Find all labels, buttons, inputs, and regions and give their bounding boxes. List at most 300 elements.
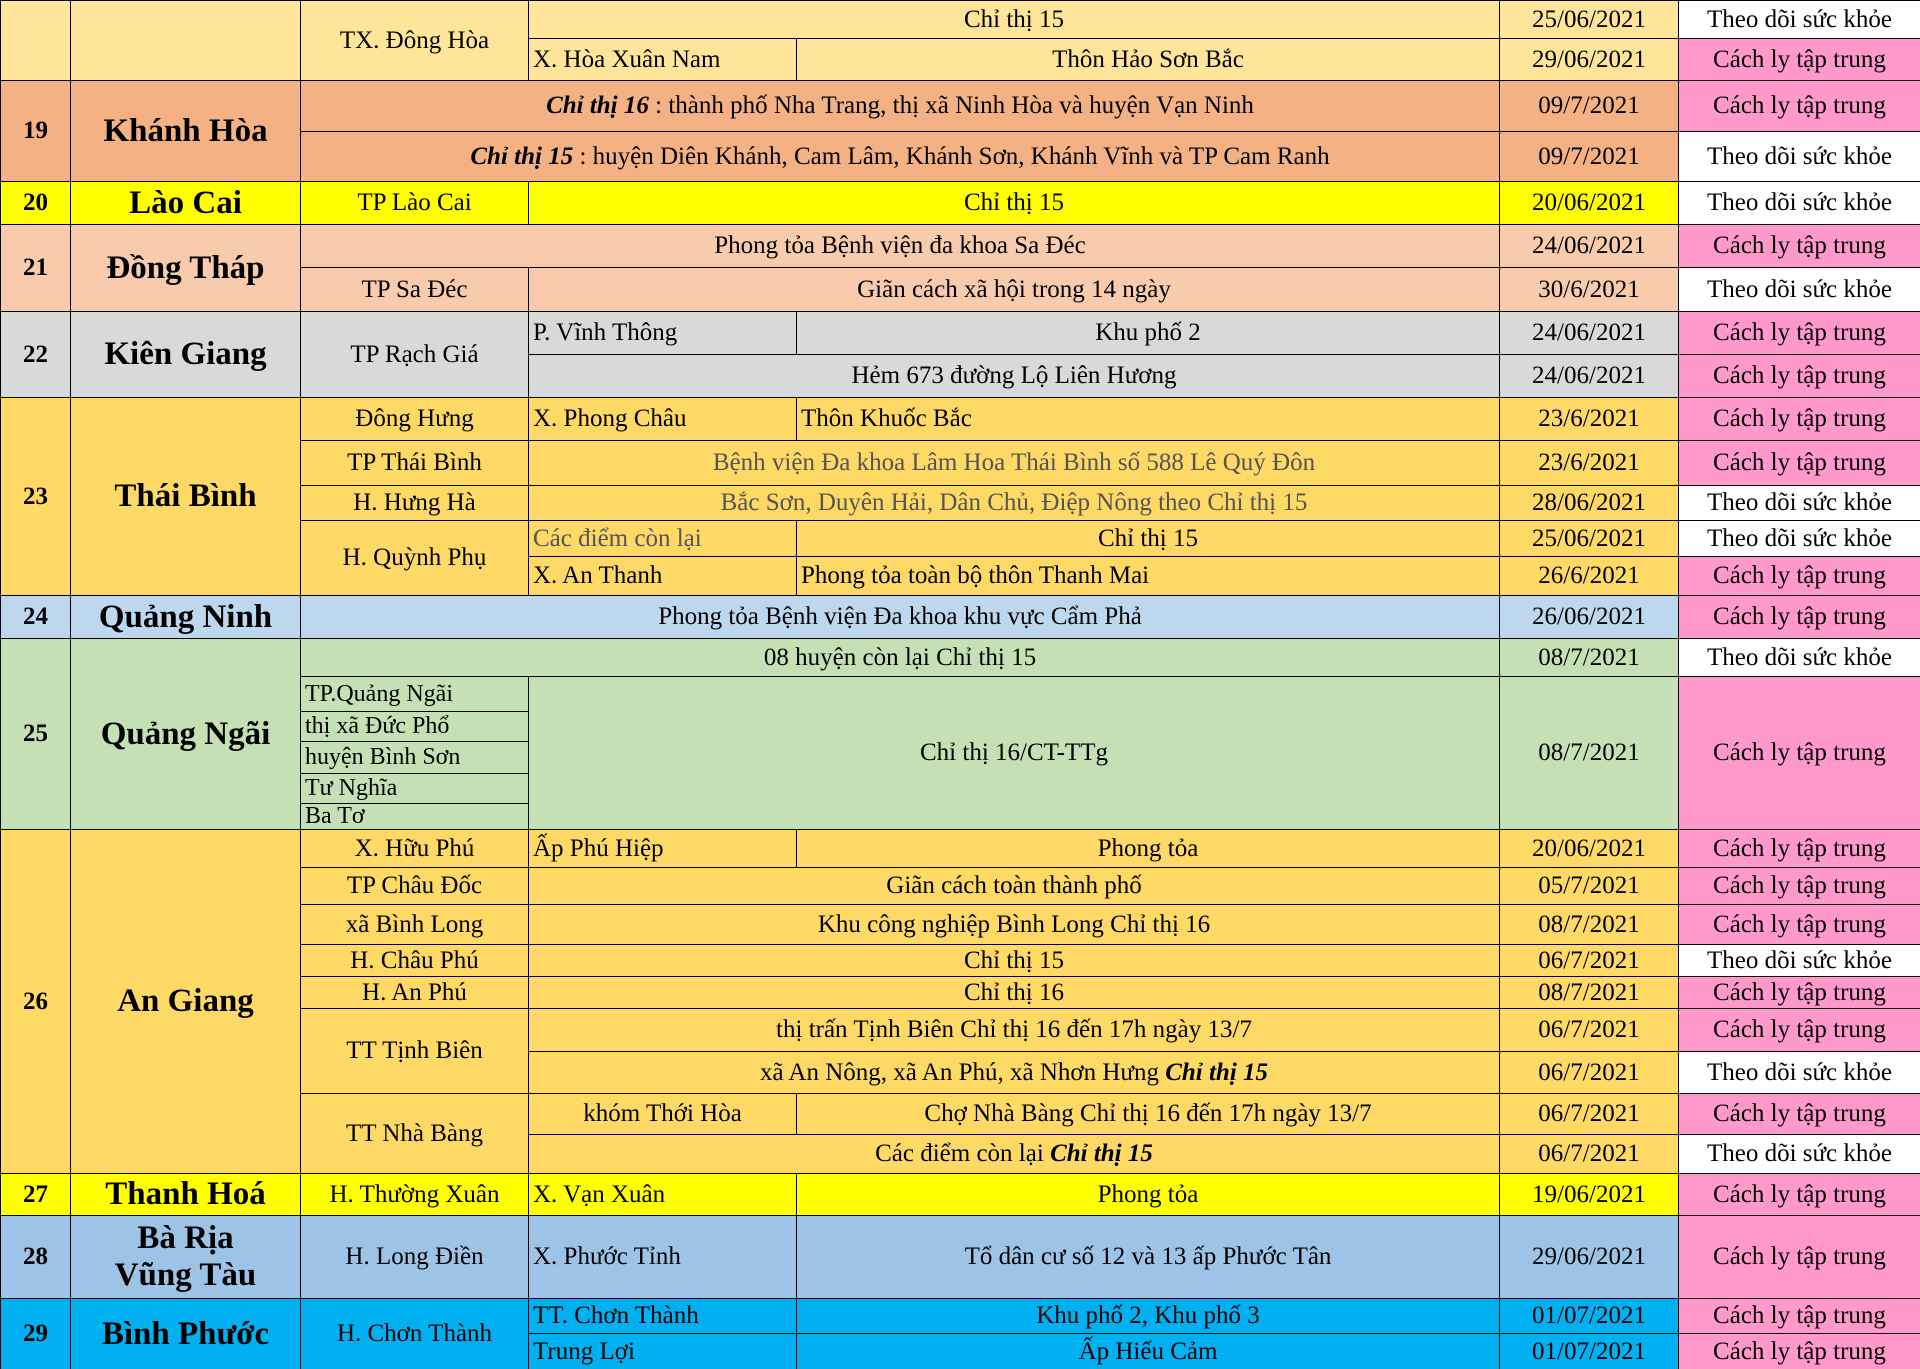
cell-text: P. Vĩnh Thông — [533, 319, 678, 346]
table-cell — [1678, 1008, 1920, 1052]
cell-text: 24 — [23, 603, 48, 630]
table-cell — [0, 1215, 71, 1299]
cell-text: X. Phước Tỉnh — [533, 1243, 681, 1270]
cell-text: Cách ly tập trung — [1713, 562, 1886, 589]
table-cell — [0, 595, 71, 639]
cell-text: TP Lào Cai — [357, 189, 472, 216]
cell-text: H. An Phú — [362, 978, 467, 1006]
table-cell — [1678, 976, 1920, 1009]
cell-text: Cách ly tập trung — [1713, 1016, 1886, 1043]
cell-text: X. Phong Châu — [533, 405, 687, 432]
table-cell — [1678, 829, 1920, 868]
cell-text: 19 — [23, 117, 48, 144]
table-cell — [1499, 638, 1679, 677]
cell-text: Chỉ thị 15 — [963, 189, 1064, 216]
table-cell — [796, 311, 1500, 355]
table-cell — [1499, 38, 1679, 81]
table-cell — [528, 38, 797, 81]
table-cell — [300, 485, 529, 521]
table-cell — [1678, 267, 1920, 312]
cell-text: 30/6/2021 — [1538, 275, 1640, 303]
table-cell — [796, 556, 1500, 596]
cell-text: Lào Cai — [129, 184, 242, 221]
table-cell — [528, 440, 1500, 486]
cell-text-lead: Các điểm còn lại — [875, 1140, 1051, 1167]
cell-text: Các điểm còn lại — [533, 524, 702, 552]
table-cell — [1678, 80, 1920, 132]
table-cell — [1678, 556, 1920, 596]
table-cell — [1499, 676, 1679, 830]
cell-text — [470, 143, 1329, 171]
table-cell — [796, 1298, 1500, 1334]
cell-text: Theo dõi sức khỏe — [1706, 524, 1893, 552]
table-cell — [528, 1134, 1500, 1174]
table-cell — [1678, 1215, 1920, 1299]
table-cell — [796, 829, 1500, 868]
table-cell — [1678, 1333, 1920, 1369]
table-cell — [1499, 867, 1679, 905]
table-cell — [300, 595, 1500, 639]
table-cell — [1678, 485, 1920, 521]
table-cell — [1499, 944, 1679, 977]
table-cell — [1499, 520, 1679, 557]
table-cell — [300, 1008, 529, 1094]
table-cell — [1499, 1173, 1679, 1216]
cell-text: Cách ly tập trung — [1713, 1302, 1886, 1329]
emphasis-text: Chỉ thị 15 — [1165, 1058, 1269, 1086]
cell-text: 29/06/2021 — [1532, 45, 1646, 73]
table-cell — [70, 1298, 301, 1369]
cell-text: 29 — [23, 1320, 48, 1347]
cell-text: 26/6/2021 — [1538, 562, 1640, 589]
table-cell — [0, 0, 71, 81]
table-cell — [300, 741, 529, 774]
cell-text: Cách ly tập trung — [1713, 449, 1886, 476]
table-cell — [300, 803, 529, 830]
cell-text: Cách ly tập trung — [1713, 1100, 1886, 1127]
table-cell — [1499, 976, 1679, 1009]
table-cell — [1678, 595, 1920, 639]
table-cell — [70, 1215, 301, 1299]
table-cell — [300, 1215, 529, 1299]
table-cell — [300, 1298, 529, 1369]
table-cell — [0, 1173, 71, 1216]
table-cell — [300, 397, 529, 441]
cell-text: 23/6/2021 — [1538, 449, 1640, 476]
table-cell — [300, 773, 529, 804]
cell-text: Theo dõi sức khỏe — [1706, 5, 1893, 33]
table-cell — [300, 181, 529, 225]
cell-text: Cách ly tập trung — [1713, 739, 1886, 766]
table-cell — [796, 1333, 1500, 1369]
cell-text: Theo dõi sức khỏe — [1706, 1058, 1893, 1086]
cell-text: 08 huyện còn lại Chỉ thị 15 — [763, 643, 1037, 671]
cell-text: 21 — [23, 254, 48, 281]
cell-text: 09/7/2021 — [1538, 142, 1640, 170]
cell-text: thị xã Đức Phổ — [305, 713, 450, 740]
table-cell — [1678, 397, 1920, 441]
emphasis-text: Chỉ thị 15 — [470, 142, 574, 170]
cell-text: 26/06/2021 — [1532, 603, 1646, 630]
table-cell — [528, 397, 797, 441]
cell-text: H. Châu Phú — [350, 946, 479, 974]
table-cell — [1499, 311, 1679, 355]
cell-text — [546, 92, 1254, 120]
cell-text: Cách ly tập trung — [1713, 92, 1886, 119]
table-cell — [1678, 440, 1920, 486]
cell-text: 06/7/2021 — [1538, 1140, 1640, 1167]
cell-text: TP Sa Đéc — [361, 275, 468, 303]
cell-text: Phong tỏa Bệnh viện Đa khoa khu vực Cẩm Phả — [658, 603, 1142, 630]
table-cell — [300, 904, 529, 945]
table-cell — [528, 485, 1500, 521]
cell-text: TP Rạch Giá — [350, 340, 479, 368]
table-cell — [528, 1173, 797, 1216]
cell-text: Chỉ thị 15 — [963, 946, 1064, 974]
cell-text: 05/7/2021 — [1538, 872, 1640, 899]
cell-text: Ấp Phú Hiệp — [533, 834, 664, 862]
table-cell — [1499, 267, 1679, 312]
table-cell — [1499, 1008, 1679, 1052]
cell-text: thị trấn Tịnh Biên Chỉ thị 16 đến 17h ngày 13/7 — [776, 1016, 1252, 1043]
table-cell — [300, 976, 529, 1009]
table-cell — [0, 224, 71, 312]
cell-text: 24/06/2021 — [1532, 232, 1646, 259]
table-cell — [528, 354, 1500, 398]
cell-text: H. Hưng Hà — [353, 489, 476, 516]
cell-text: TT. Chơn Thành — [533, 1302, 699, 1329]
cell-text: Thôn Khuốc Bắc — [801, 405, 972, 432]
cell-text: Cách ly tập trung — [1713, 362, 1886, 389]
cell-text: Khu phố 2, Khu phố 3 — [1036, 1302, 1260, 1329]
cell-text: 27 — [23, 1180, 48, 1208]
cell-text: Chỉ thị 16/CT-TTg — [920, 739, 1108, 766]
table-cell — [300, 131, 1500, 182]
cell-text: Phong tỏa toàn bộ thôn Thanh Mai — [801, 562, 1150, 589]
cell-text: 06/7/2021 — [1538, 946, 1640, 974]
table-cell — [70, 1173, 301, 1216]
table-cell — [70, 595, 301, 639]
cell-text: 08/7/2021 — [1538, 978, 1640, 1006]
table-cell — [300, 224, 1500, 268]
cell-text: Cách ly tập trung — [1713, 910, 1886, 938]
cell-text: Giãn cách xã hội trong 14 ngày — [857, 275, 1171, 303]
table-cell — [70, 224, 301, 312]
table-cell — [300, 1093, 529, 1174]
cell-text: Cách ly tập trung — [1713, 1180, 1886, 1208]
cell-text: 08/7/2021 — [1538, 643, 1640, 671]
table-cell — [300, 867, 529, 905]
cell-text: Chợ Nhà Bàng Chỉ thị 16 đến 17h ngày 13/7 — [924, 1100, 1372, 1127]
table-cell — [300, 0, 529, 81]
cell-text: 22 — [23, 340, 48, 368]
cell-text: Đồng Tháp — [106, 249, 265, 286]
cell-text: TT Tịnh Biên — [346, 1037, 483, 1064]
table-cell — [796, 1093, 1500, 1135]
cell-text: huyện Bình Sơn — [305, 744, 461, 771]
table-cell — [528, 267, 1500, 312]
cell-text: Trung Lợi — [533, 1337, 635, 1365]
cell-text: Chỉ thị 15 — [963, 5, 1064, 33]
cell-text: Thanh Hoá — [105, 1176, 266, 1213]
table-cell — [1678, 904, 1920, 945]
cell-text: 01/07/2021 — [1532, 1337, 1646, 1365]
table-cell — [528, 1298, 797, 1334]
cell-text: Đông Hưng — [355, 405, 474, 432]
table-cell — [300, 638, 1500, 677]
table-cell — [70, 397, 301, 596]
cell-text: 20/06/2021 — [1532, 834, 1646, 862]
cell-text-rest: : huyện Diên Khánh, Cam Lâm, Khánh Sơn, Khánh Vĩnh và TP Cam Ranh — [573, 142, 1330, 170]
table-cell — [0, 181, 71, 225]
cell-text: 25/06/2021 — [1532, 524, 1646, 552]
table-cell — [300, 711, 529, 742]
cell-text: Theo dõi sức khỏe — [1706, 643, 1893, 671]
cell-text: Quảng Ngãi — [100, 715, 271, 752]
table-cell — [1499, 1298, 1679, 1334]
cell-text: Phong tỏa Bệnh viện đa khoa Sa Đéc — [714, 232, 1086, 259]
cell-text: 08/7/2021 — [1538, 739, 1640, 766]
cell-text-rest: : thành phố Nha Trang, thị xã Ninh Hòa và huyện Vạn Ninh — [648, 92, 1254, 119]
emphasis-text: Chỉ thị 15 — [1050, 1140, 1153, 1167]
cell-text: Cách ly tập trung — [1713, 1243, 1886, 1270]
cell-text: Cách ly tập trung — [1713, 834, 1886, 862]
cell-text: Cách ly tập trung — [1713, 232, 1886, 259]
table-cell — [528, 520, 797, 557]
table-cell — [528, 829, 797, 868]
cell-text: khóm Thới Hòa — [583, 1100, 742, 1127]
table-cell — [796, 1173, 1500, 1216]
table-cell — [1499, 224, 1679, 268]
cell-text: Tổ dân cư số 12 và 13 ấp Phước Tân — [964, 1243, 1332, 1270]
cell-text: Khu công nghiệp Bình Long Chỉ thị 16 — [817, 910, 1211, 938]
cell-text: 01/07/2021 — [1532, 1302, 1646, 1329]
cell-text: H. Long Điền — [345, 1243, 484, 1270]
table-cell — [300, 311, 529, 398]
cell-text: 24/06/2021 — [1532, 362, 1646, 389]
table-cell — [1499, 397, 1679, 441]
cell-text: xã Bình Long — [345, 910, 484, 938]
table-cell — [300, 267, 529, 312]
cell-text: 26 — [23, 987, 48, 1015]
table-cell — [1499, 595, 1679, 639]
cell-text: Theo dõi sức khỏe — [1706, 946, 1893, 974]
table-cell — [0, 638, 71, 830]
cell-text: Khu phố 2 — [1095, 319, 1201, 346]
table-cell — [796, 520, 1500, 557]
cell-text: 23 — [23, 482, 48, 510]
cell-text: Cách ly tập trung — [1713, 1337, 1886, 1365]
cell-text: 09/7/2021 — [1538, 92, 1640, 119]
table-cell — [1499, 904, 1679, 945]
table-cell — [796, 1215, 1500, 1299]
table-cell — [1678, 131, 1920, 182]
cell-text: TX. Đông Hòa — [339, 26, 490, 54]
table-cell — [0, 80, 71, 182]
table-cell — [1678, 1173, 1920, 1216]
cell-text: 28 — [23, 1243, 48, 1270]
cell-text: 23/6/2021 — [1538, 405, 1640, 432]
cell-text-lead: xã An Nông, xã An Phú, xã Nhơn Hưng — [759, 1058, 1166, 1086]
table-cell — [1678, 354, 1920, 398]
table-cell — [70, 829, 301, 1174]
table-cell — [300, 440, 529, 486]
cell-text: 08/7/2021 — [1538, 910, 1640, 938]
cell-text: Cách ly tập trung — [1713, 405, 1886, 432]
cell-text — [760, 1059, 1268, 1087]
cell-text: Quảng Ninh — [98, 598, 273, 635]
table-cell — [1499, 485, 1679, 521]
cell-text: TP Thái Bình — [347, 449, 482, 476]
table-cell — [1678, 311, 1920, 355]
table-cell — [1499, 80, 1679, 132]
table-cell — [1499, 131, 1679, 182]
table-cell — [528, 1051, 1500, 1094]
table-cell — [1499, 1051, 1679, 1094]
table-cell — [528, 676, 1500, 830]
table-cell — [70, 0, 301, 81]
cell-text: Cách ly tập trung — [1713, 603, 1886, 630]
cell-text: Theo dõi sức khỏe — [1706, 142, 1893, 170]
cell-text: Phong tỏa — [1097, 834, 1199, 862]
table-cell — [1499, 829, 1679, 868]
table-cell — [1499, 1093, 1679, 1135]
table-cell — [1678, 1298, 1920, 1334]
cell-text: 19/06/2021 — [1532, 1180, 1646, 1208]
table-cell — [1678, 1134, 1920, 1174]
table-cell — [70, 638, 301, 830]
cell-text: Hẻm 673 đường Lộ Liên Hương — [851, 362, 1177, 389]
table-cell — [1499, 354, 1679, 398]
cell-text: Cách ly tập trung — [1713, 872, 1886, 899]
table-cell — [528, 556, 797, 596]
table-cell — [0, 829, 71, 1174]
cell-text: Chỉ thị 16 — [963, 978, 1064, 1006]
table-cell — [70, 181, 301, 225]
cell-text: Theo dõi sức khỏe — [1706, 1140, 1893, 1167]
cell-text: Theo dõi sức khỏe — [1706, 489, 1893, 516]
cell-text: 25 — [23, 720, 48, 747]
table-cell — [1678, 638, 1920, 677]
table-cell — [796, 397, 1500, 441]
cell-text: H. Chơn Thành — [336, 1320, 493, 1347]
table-cell — [1678, 38, 1920, 81]
table-cell — [1678, 676, 1920, 830]
cell-text: Khánh Hòa — [103, 112, 268, 149]
cell-text: 06/7/2021 — [1538, 1100, 1640, 1127]
cell-text: Cách ly tập trung — [1713, 319, 1886, 346]
table-cell — [1499, 1134, 1679, 1174]
cell-text: 25/06/2021 — [1532, 5, 1646, 33]
table-cell — [0, 311, 71, 398]
table-cell — [1678, 0, 1920, 39]
cell-text: 24/06/2021 — [1532, 319, 1646, 346]
table-cell — [1499, 556, 1679, 596]
cell-text: Thái Bình — [114, 478, 257, 515]
table-cell — [1678, 520, 1920, 557]
table-cell — [1499, 1215, 1679, 1299]
cell-text: 06/7/2021 — [1538, 1016, 1640, 1043]
cell-text: X. Hữu Phú — [354, 834, 475, 862]
table-cell — [1678, 1093, 1920, 1135]
cell-text: Ấp Hiếu Cảm — [1078, 1337, 1218, 1365]
cell-text: Bắc Sơn, Duyên Hải, Dân Chủ, Điệp Nông theo Chỉ thị 15 — [720, 489, 1308, 516]
cell-text: Bà Rịa Vũng Tàu — [114, 1220, 257, 1293]
cell-text — [875, 1140, 1153, 1168]
cell-text: TT Nhà Bàng — [345, 1119, 483, 1147]
cell-text: TP Châu Đốc — [346, 872, 483, 899]
cell-text: H. Quỳnh Phụ — [342, 544, 487, 571]
cell-text: Thôn Hảo Sơn Bắc — [1052, 45, 1244, 73]
cell-text: Theo dõi sức khỏe — [1706, 275, 1893, 303]
table-cell — [528, 0, 1500, 39]
table-cell — [528, 904, 1500, 945]
table-cell — [528, 944, 1500, 977]
cell-text: Cách ly tập trung — [1713, 45, 1886, 73]
table-cell — [1678, 867, 1920, 905]
cell-text: X. An Thanh — [533, 562, 663, 589]
cell-text: 29/06/2021 — [1532, 1243, 1646, 1270]
table-cell — [300, 520, 529, 596]
cell-text: Kiên Giang — [104, 336, 267, 373]
cell-text: X. Vạn Xuân — [533, 1180, 666, 1208]
cell-text: Giãn cách toàn thành phố — [886, 872, 1142, 899]
cell-text: H. Thường Xuân — [329, 1180, 500, 1208]
table-cell — [1678, 181, 1920, 225]
cell-text: Chỉ thị 15 — [1097, 524, 1198, 552]
cell-text: 06/7/2021 — [1538, 1058, 1640, 1086]
table-cell — [1678, 224, 1920, 268]
table-cell — [528, 311, 797, 355]
cell-text: Bệnh viện Đa khoa Lâm Hoa Thái Bình số 588 Lê Quý Đôn — [712, 449, 1316, 476]
cell-text: Theo dõi sức khỏe — [1706, 189, 1893, 216]
table-cell — [528, 1008, 1500, 1052]
emphasis-text: Chỉ thị 16 — [546, 92, 649, 119]
table-cell — [70, 311, 301, 398]
table-cell — [528, 867, 1500, 905]
cell-text: Cách ly tập trung — [1713, 978, 1886, 1006]
table-cell — [300, 676, 529, 712]
cell-text: Phong tỏa — [1097, 1180, 1199, 1208]
table-cell — [300, 1173, 529, 1216]
table-cell — [300, 944, 529, 977]
table-cell — [0, 397, 71, 596]
table-cell — [1499, 1333, 1679, 1369]
table-cell — [300, 829, 529, 868]
table-cell — [70, 80, 301, 182]
cell-text: 20 — [23, 189, 48, 216]
table-cell — [528, 976, 1500, 1009]
cell-text: Bình Phước — [101, 1315, 270, 1352]
table-cell — [528, 1093, 797, 1135]
cell-text: X. Hòa Xuân Nam — [533, 45, 721, 73]
cell-text: Tư Nghĩa — [305, 775, 398, 802]
table-cell — [1678, 944, 1920, 977]
table-cell — [528, 1333, 797, 1369]
cell-text: TP.Quảng Ngãi — [305, 680, 453, 707]
table-cell — [528, 1215, 797, 1299]
table-cell — [1499, 440, 1679, 486]
table-cell — [796, 38, 1500, 81]
table-cell — [1499, 181, 1679, 225]
table-cell — [528, 181, 1500, 225]
cell-text: An Giang — [117, 983, 254, 1020]
table-cell — [0, 1298, 71, 1369]
cell-text: 28/06/2021 — [1532, 489, 1646, 516]
table-cell — [1499, 0, 1679, 39]
table-cell — [300, 80, 1500, 132]
cell-text: Ba Tơ — [305, 803, 365, 830]
